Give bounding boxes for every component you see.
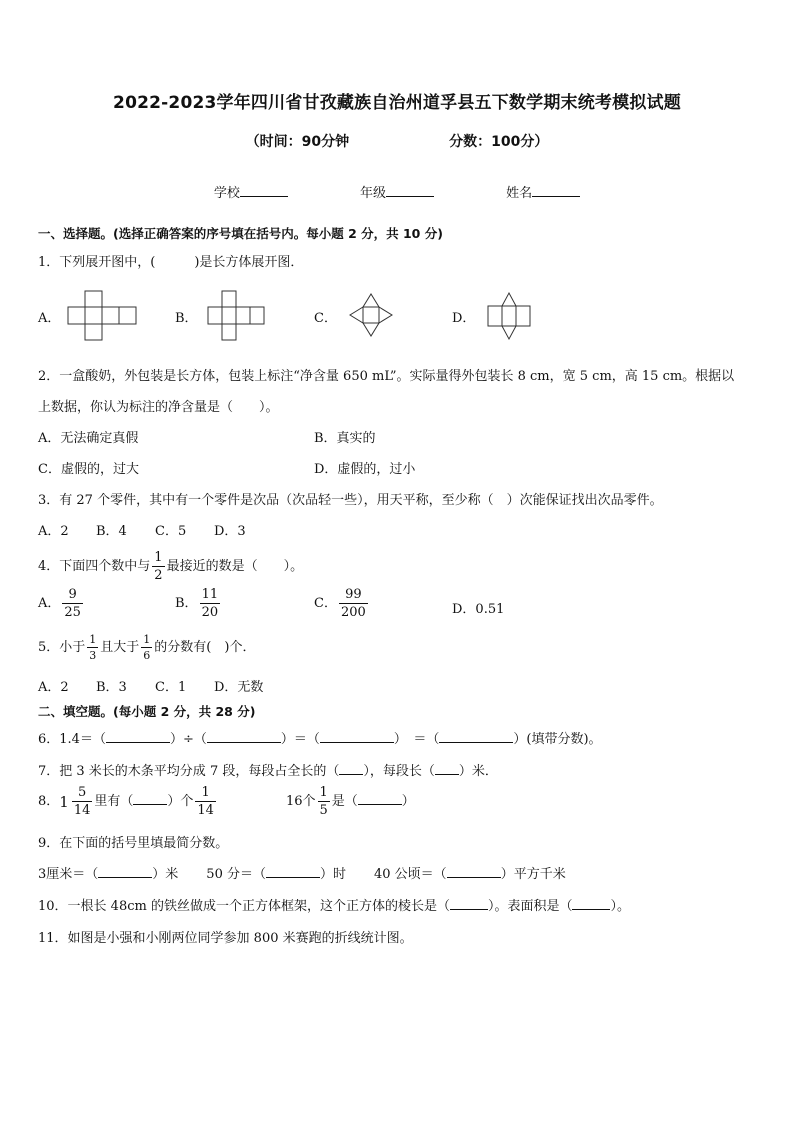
q1-option-a-net[interactable] (66, 290, 138, 342)
student-info (0, 182, 794, 201)
q4-option-c[interactable]: C． $\frac{99}{200}$ (314, 587, 366, 620)
q10-blank-2[interactable] (572, 898, 610, 910)
q1-option-d-net[interactable] (486, 291, 532, 341)
q8-blank-2[interactable] (358, 793, 402, 805)
q1-option-b-label: B． (175, 311, 198, 326)
q8-line: 8． 1 $\frac{5}{14}$ 里有（ ）个 $\frac{1}{14}$ 16个 $\frac{1}{5}$ 是（ ） (38, 785, 415, 818)
q2-option-d[interactable]: D．虚假的，过小 (314, 462, 416, 477)
q9-stem: 9．在下面的括号里填最简分数。 (38, 836, 229, 851)
q2-option-c[interactable]: C．虚假的，过大 (38, 462, 139, 477)
section2-heading: 二、填空题。(每小题 2 分，共 28 分) (38, 704, 256, 719)
q9-blank-2[interactable] (266, 866, 320, 878)
q1-option-c-label: C． (314, 311, 337, 326)
grade-field[interactable]: 年级 (360, 182, 434, 201)
q1-option-a-label: A． (38, 311, 61, 326)
q4-option-d[interactable]: D．0.51 (452, 602, 505, 617)
time-label: （时间：90分钟 (245, 134, 350, 150)
q7-line: 7．把 3 米长的木条平均分成 7 段，每段占全长的（ ），每段长（ ）米． (38, 764, 498, 779)
q2-stem-line1: 2．一盒酸奶，外包装是长方体，包装上标注“净含量 650 mL”。实际量得外包装长 8 cm，宽 5 cm，高 15 cm。根据以 (38, 369, 735, 384)
q2-stem-line2: 上数据，你认为标注的净含量是（ ）。 (38, 400, 279, 415)
q5-sixth-fraction: $\frac{1}{6}$ (143, 633, 151, 662)
q6-line: 6．1.4＝（ ）÷（ ）＝（ ） ＝（ ）(填带分数)。 (38, 732, 602, 747)
q7-blank-2[interactable] (435, 763, 459, 775)
q2-option-b[interactable]: B．真实的 (314, 431, 376, 446)
q9-blank-3[interactable] (447, 866, 501, 878)
q1-stem: 1．下列展开图中，( )是长方体展开图． (38, 255, 304, 270)
q9-blank-1[interactable] (98, 866, 152, 878)
q4-half-fraction: $\frac{1}{2}$ (154, 550, 163, 583)
exam-subtitle (0, 131, 794, 151)
school-field[interactable]: 学校 (214, 182, 288, 201)
q1-option-b-net[interactable] (206, 290, 266, 342)
q5-option-a[interactable]: A．2 (38, 680, 69, 695)
name-field[interactable]: 姓名 (506, 182, 580, 201)
section1-heading: 一、选择题。(选择正确答案的序号填在括号内。每小题 2 分，共 10 分) (38, 226, 443, 241)
q4-option-b[interactable]: B． $\frac{11}{20}$ (175, 587, 219, 620)
q1-option-c-net[interactable] (348, 292, 394, 338)
q4-stem: 4．下面四个数中与 $\frac{1}{2}$ 最接近的数是（ ）。 (38, 550, 304, 583)
q6-blank-1[interactable] (106, 731, 170, 743)
q3-option-b[interactable]: B．4 (96, 524, 127, 539)
q3-stem: 3．有 27 个零件，其中有一个零件是次品（次品轻一些），用天平称，至少称（ ）次能保证找出次品零件。 (38, 493, 663, 508)
q5-option-d[interactable]: D．无数 (214, 680, 264, 695)
q3-option-a[interactable]: A．2 (38, 524, 69, 539)
q8-fraction-c: $\frac{1}{5}$ (319, 785, 328, 818)
q5-option-c[interactable]: C．1 (155, 680, 187, 695)
q7-blank-1[interactable] (339, 763, 363, 775)
q4-option-a[interactable]: A． $\frac{9}{25}$ (38, 587, 81, 620)
q6-blank-4[interactable] (439, 731, 513, 743)
q3-option-c[interactable]: C．5 (155, 524, 187, 539)
q6-blank-2[interactable] (207, 731, 281, 743)
q11-stem: 11．如图是小强和小刚两位同学参加 800 米赛跑的折线统计图。 (38, 931, 413, 946)
q8-mixed-number: 1 $\frac{5}{14}$ (59, 785, 91, 818)
q9-answers: 3厘米＝（ ）米 50 分＝（ ）时 40 公顷＝（ ）平方千米 (38, 867, 566, 882)
q6-blank-3[interactable] (320, 731, 394, 743)
q2-option-a[interactable]: A．无法确定真假 (38, 431, 139, 446)
score-label: 分数：100分） (449, 134, 549, 150)
q1-option-d-label: D． (452, 311, 476, 326)
exam-title: 2022-2023学年四川省甘孜藏族自治州道孚县五下数学期末统考模拟试题 (113, 93, 681, 113)
q10-blank-1[interactable] (450, 898, 488, 910)
q8-fraction-b: $\frac{1}{14}$ (197, 785, 214, 818)
q5-stem: 5．小于 $\frac{1}{3}$ 且大于 $\frac{1}{6}$ 的分数有( )个． (38, 633, 256, 662)
q3-option-d[interactable]: D．3 (214, 524, 246, 539)
q5-option-b[interactable]: B．3 (96, 680, 127, 695)
q8-blank-1[interactable] (133, 793, 167, 805)
q10-line: 10．一根长 48cm 的铁丝做成一个正方体框架，这个正方体的棱长是（ ）。表面积是（ ）。 (38, 899, 630, 914)
q5-third-fraction: $\frac{1}{3}$ (89, 633, 97, 662)
